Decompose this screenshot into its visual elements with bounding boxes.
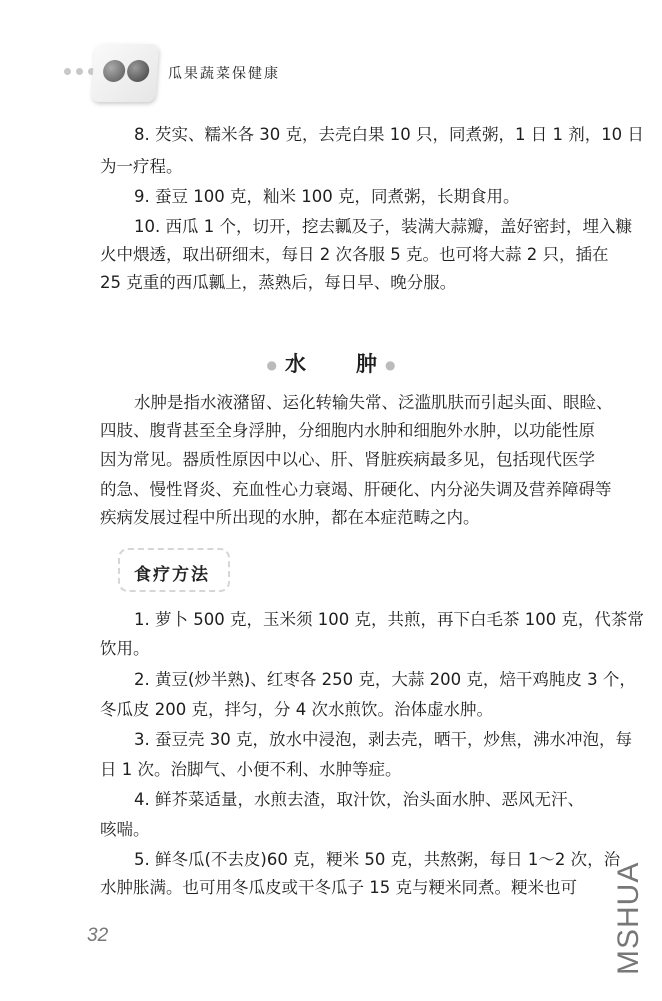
recipe-2-line-1: 2. 黄豆(炒半熟)、红枣各 250 克，大蒜 200 克，焙干鸡肫皮 3 个， (134, 670, 636, 689)
recipe-2-line-2: 冬瓜皮 200 克，拌匀，分 4 次水煎饮。治体虚水肿。 (100, 700, 493, 719)
item-9-line-1: 9. 蚕豆 100 克，籼米 100 克，同煮粥，长期食用。 (134, 187, 520, 206)
recipe-4-line-2: 咳喘。 (100, 820, 150, 839)
intro-line-5: 疾病发展过程中所出现的水肿，都在本症范畴之内。 (100, 508, 480, 527)
recipe-4-line-1: 4. 鲜芥菜适量，水煎去渣，取汁饮，治头面水肿、恶风无汗、 (134, 790, 584, 809)
intro-line-2: 四肢、腹背甚至全身浮肿，分细胞内水肿和细胞外水肿，以功能性原 (100, 421, 595, 440)
item-10-line-1: 10. 西瓜 1 个，切开，挖去瓤及子，装满大蒜瓣，盖好密封，埋入糠 (134, 217, 632, 236)
recipe-5-line-2: 水肿胀满。也可用冬瓜皮或干冬瓜子 15 克与粳米同煮。粳米也可 (100, 878, 577, 897)
recipe-3-line-2: 日 1 次。治脚气、小便不利、水肿等症。 (100, 760, 402, 779)
header-title: 瓜果蔬菜保健康 (168, 66, 280, 82)
item-8-line-1: 8. 芡实、糯米各 30 克，去壳白果 10 只，同煮粥，1 日 1 剂，10 日 (134, 125, 644, 144)
section-title: ● 水 肿 ● (266, 352, 396, 376)
intro-line-4: 的急、慢性肾炎、充血性心力衰竭、肝硬化、内分泌失调及营养障碍等 (100, 480, 612, 499)
item-8-line-2: 为一疗程。 (100, 157, 183, 176)
recipe-3-line-1: 3. 蚕豆壳 30 克，放水中浸泡，剥去壳，晒干，炒焦，沸水冲泡，每 (134, 730, 632, 749)
intro-line-3: 因为常见。器质性原因中以心、肝、肾脏疾病最多见，包括现代医学 (100, 450, 595, 469)
watermark: MSHUA (612, 861, 645, 975)
item-10-line-2: 火中煨透，取出研细末，每日 2 次各服 5 克。也可将大蒜 2 只，插在 (100, 245, 609, 264)
recipe-5-line-1: 5. 鲜冬瓜(不去皮)60 克，粳米 50 克，共熬粥，每日 1～2 次，治 (134, 850, 621, 869)
subheading-badge: 食疗方法 (118, 548, 230, 592)
item-10-line-3: 25 克重的西瓜瓤上，蒸熟后，每日早、晚分服。 (100, 273, 457, 292)
page-number: 32 (87, 925, 109, 946)
recipe-1-line-2: 饮用。 (100, 639, 150, 658)
header-fruit-image (91, 44, 159, 102)
recipe-1-line-1: 1. 萝卜 500 克，玉米须 100 克，共煎，再下白毛茶 100 克，代茶常 (134, 610, 644, 629)
intro-line-1: 水肿是指水液潴留、运化转输失常、泛滥肌肤而引起头面、眼睑、 (134, 393, 613, 412)
header-dots (64, 68, 95, 75)
